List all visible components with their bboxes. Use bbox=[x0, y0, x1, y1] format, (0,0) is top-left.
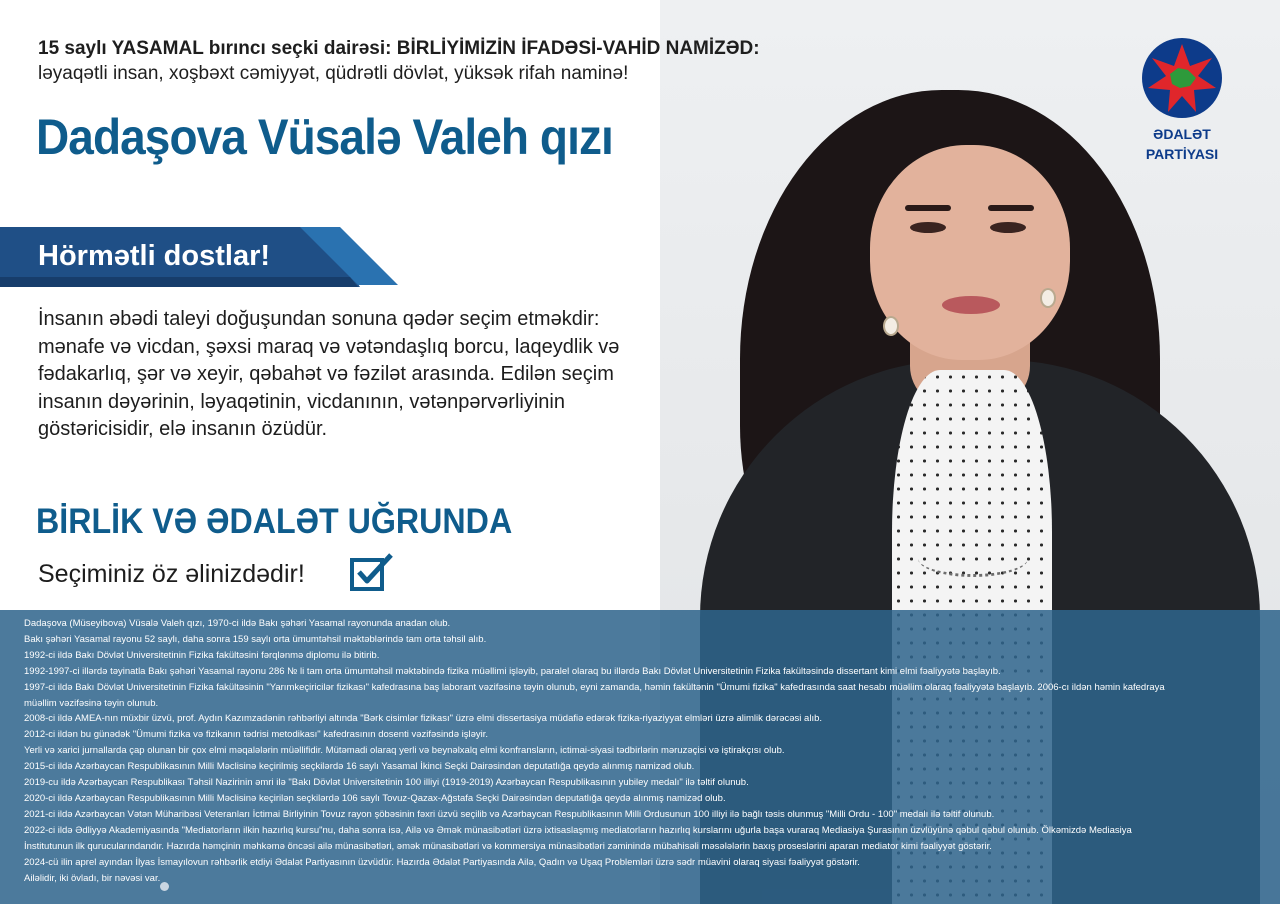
face bbox=[870, 145, 1070, 360]
district-heading bbox=[38, 38, 798, 60]
bio-line: 2021-ci ildə Azərbaycan Vətən Müharibəsi Veteranları İctimai Birliyinin Tovuz rayon şöbəsinin fəxri üzvü seçilib və Azərbaycan Respublikasının Milli Ordusunun 100 illiyi ilə bağlı təsis olunmuş "Milli Ordu - 100" medalı ilə təltif olunub. bbox=[24, 808, 995, 820]
slogan: ləyaqətli insan, xoşbəxt cəmiyyət, qüdrətli dövlət, yüksək rifah naminə! bbox=[38, 63, 629, 84]
bio-line: 2020-ci ildə Azərbaycan Respublikasının Milli Məclisinə keçirilən seçkilərdə 106 saylı Tovuz-Qazax-Ağstafa Seçki Dairəsindən deputatlığa qeydə alınmış namizəd olub. bbox=[24, 792, 726, 804]
party-logo bbox=[1132, 36, 1232, 164]
bio-line: 2024-cü ilin aprel ayından İlyas İsmayılovun rəhbərlik etdiyi Ədalət Partiyasının üzvüdür. Hazırda Ədalət Partiyasında Ailə, Qadın və Uşaq Problemləri üzrə sədr müavini olaraq siyasi fəaliyyət göstərir. bbox=[24, 856, 860, 868]
bio-line: Dadaşova (Müseyibova) Vüsalə Valeh qızı, 1970-ci ildə Bakı şəhəri Yasamal rayonunda anadan olub. bbox=[24, 618, 451, 629]
left-eye bbox=[910, 222, 946, 233]
lips bbox=[942, 296, 1000, 314]
biography-text bbox=[24, 616, 1264, 886]
paragraph-line: göstəricisidir, elə insanın özüdür. bbox=[38, 418, 328, 440]
party-emblem-icon bbox=[1140, 36, 1224, 120]
paragraph-line: fədakarlıq, şər və xeyir, qəbahət və fəzilət arasında. Edilən seçim bbox=[38, 363, 614, 385]
bio-line: Ailəlidir, iki övladı, bir nəvəsi var. bbox=[24, 872, 161, 884]
bio-line: 2015-ci ildə Azərbaycan Respublikasının Milli Məclisinə keçirilmiş seçkilərdə 16 saylı Yasamal İkinci Seçki Dairəsindən deputatlığa qeydə alınmış namizəd olub. bbox=[24, 761, 695, 773]
bio-line: 1992-ci ildə Bakı Dövlət Universitetinin Fizika fakültəsini fərqlənmə diplomu ilə bitirib. bbox=[24, 649, 380, 661]
party-name-line1: ƏDALƏT bbox=[1153, 126, 1211, 142]
party-name-line2: PARTİYASI bbox=[1145, 146, 1219, 162]
party-name bbox=[1132, 124, 1232, 164]
right-eyebrow bbox=[988, 205, 1034, 211]
right-earring bbox=[1042, 290, 1054, 306]
left-eyebrow bbox=[905, 205, 951, 211]
checkbox-check-icon bbox=[349, 552, 395, 592]
bio-line: 1997-ci ildə Bakı Dövlət Universitetinin Fizika fakültəsinin "Yarımkeçiricilər fizikası" kafedrasına baş laborant vəzifəsinə təyin olunub, eyni zamanda, həmin fakültənin "Ümumi fizika" kafedrasında saat hesabı müəllim olaraq fəaliyyətə başlayıb. 2006-cı ildən həmin kafedraya bbox=[24, 681, 1165, 693]
bio-line: 2022-ci ildə Ədliyyə Akademiyasında "Mediatorların ilkin hazırlıq kursu"nu, daha sonra isə, Ailə və Əmək münasibətləri üzrə ixtisaslaşmış mediatorların hazırlıq kurslarını uğurla başa vuraraq Mediasiya Şurasının üzvlüyünə qəbul qəbul olunub. Ölkəmizdə Mediasiya bbox=[24, 824, 1132, 836]
paragraph-line: insanın dəyərinin, ləyaqətinin, vicdanının, vətənpərvərliyinin bbox=[38, 390, 565, 413]
bio-line: 2012-ci ildən bu günədək "Ümumi fizika və fizikanın tədrisi metodikası" kafedrasının dosenti vəzifəsində işləyir. bbox=[24, 729, 489, 741]
bio-line: 2008-ci ildə AMEA-nın müxbir üzvü, prof. Aydın Kazımzadənin rəhbərliyi altında "Bərk cisimlər fizikası" üzrə elmi dissertasiya müdafiə edərək fizika-riyaziyyat elmləri üzrə alimlik dərəcəsi alıb. bbox=[24, 713, 823, 725]
district-prefix: 15 saylı YASAMAL bırıncı seçki dairəsi: bbox=[38, 38, 397, 59]
greeting-text: Hörmətli dostlar! bbox=[38, 240, 271, 272]
printer-seal-icon bbox=[160, 882, 169, 891]
paragraph-line: İnsanın əbədi taleyi doğuşundan sonuna qədər seçim etməkdir: bbox=[38, 308, 600, 330]
necklace bbox=[918, 540, 1028, 577]
bio-line: Yerli və xarici jurnallarda çap olunan bir çox elmi məqalələrin müəllifidir. Mütəmadi olaraq yerli və beynəlxalq elmi konfransların, ictimai-siyasi tədbirlərin məruzəçisi və iştirakçısı olub. bbox=[24, 745, 785, 757]
bio-line: İnstitutunun ilk qurucularındandır. Hazırda həmçinin məhkəmə öncəsi ailə münasibətləri, əmək münasibətləri və kommersiya münasibətləri zəminində mübahisəli məsələlərin baxış prosеslərini aparan mediator kimi fəaliyyət göstərir. bbox=[24, 840, 992, 852]
bio-line: 1992-1997-ci illərdə təyinatla Bakı şəhəri Yasamal rayonu 286 № li tam orta ümumtəhsil məktəbində fizika müəllimi işləyib, paralel olaraq bu illərdə Bakı Dövlət Universitetinin Fizika fakültəsində dissertant kimi elmi fəaliyyətə başlayıb. bbox=[24, 665, 1001, 677]
bio-line: 2019-cu ildə Azərbaycan Respublikası Təhsil Nazirinin əmri ilə "Bakı Dövlət Universitetinin 100 illiyi (1919-2019) Azərbaycan Respublikasının yubiley medalı" ilə təltif olunub. bbox=[24, 777, 749, 789]
paragraph-line: mənafe və vicdan, şəxsi maraq və vətəndaşlıq borcu, laqeydlik və bbox=[38, 335, 620, 358]
address-paragraph bbox=[38, 306, 678, 444]
candidate-name: Dadaşova Vüsalə Valeh qızı bbox=[36, 109, 613, 165]
bio-line: müəllim vəzifəsinə təyin olunub. bbox=[24, 697, 159, 709]
campaign-motto: BİRLİK VƏ ƏDALƏT UĞRUNDA bbox=[36, 502, 513, 541]
campaign-call: Seçiminiz öz əlinizdədir! bbox=[38, 560, 305, 588]
left-earring bbox=[885, 318, 897, 334]
district-highlight: BİRLİYİMİZİN İFADƏSİ-VAHİD NAMİZƏD: bbox=[396, 38, 760, 59]
right-eye bbox=[990, 222, 1026, 233]
bio-line: Bakı şəhəri Yasamal rayonu 52 saylı, daha sonra 159 saylı orta ümumtəhsil məktəblərində tam orta təhsil alıb. bbox=[24, 633, 487, 645]
